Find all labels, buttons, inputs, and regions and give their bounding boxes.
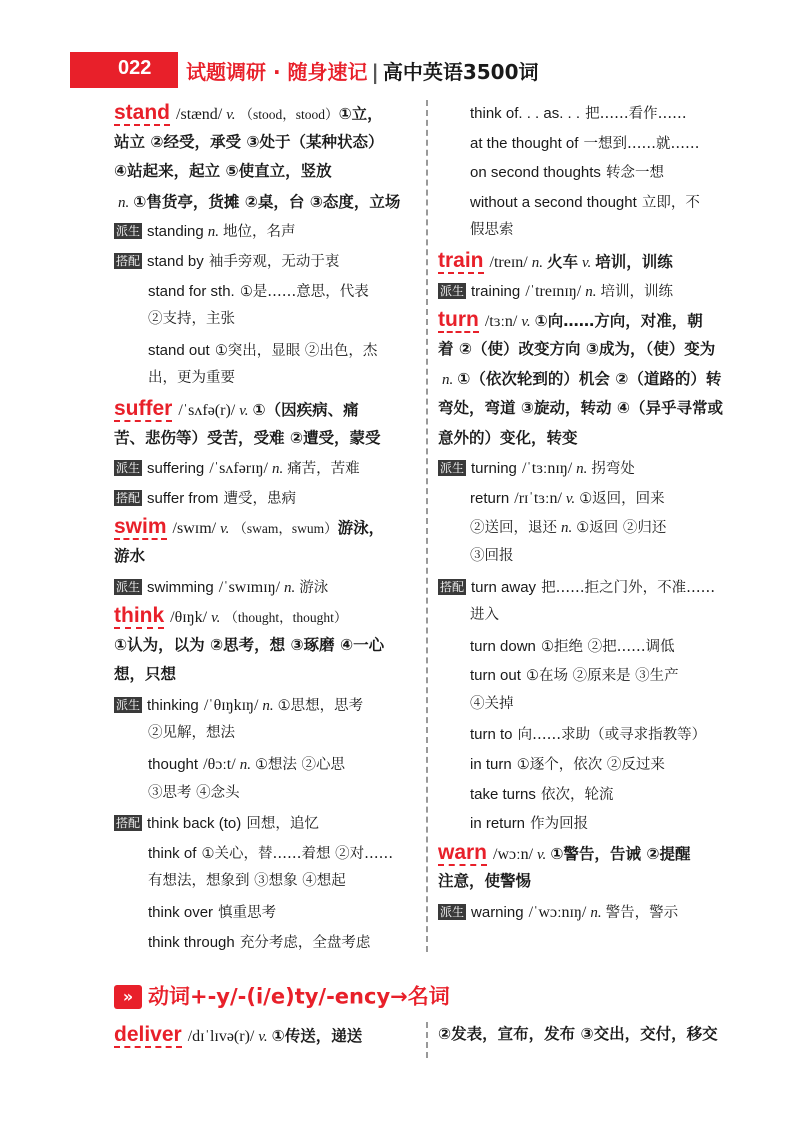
- definition-line: 想，只想: [114, 665, 177, 684]
- collocation-line: [114, 246, 416, 276]
- collocation-definition: ①拒绝 ②把……调低: [540, 638, 675, 655]
- definition: ①（因疾病、痛: [252, 400, 359, 419]
- derivative-definition: ①返回 ②归还: [576, 520, 667, 537]
- derivative-line: [114, 453, 416, 483]
- part-of-speech: n.: [531, 254, 543, 271]
- definition: ①向……方向，对准，朝: [534, 312, 703, 331]
- part-of-speech: n.: [585, 283, 597, 300]
- collocation-line: [438, 808, 738, 838]
- headword-train: train: [438, 248, 484, 272]
- phonetic: /θɪŋk/: [170, 609, 208, 627]
- verb-forms: （stood，stood）: [239, 107, 339, 122]
- collocation-phrase: on second thoughts: [470, 164, 601, 182]
- header-book-title: 高中英语3500词: [382, 60, 539, 84]
- derivative-word: thought: [148, 756, 199, 774]
- collocation-definition: 向……求助（或寻求指教等）: [517, 727, 707, 744]
- collocation-line: [114, 897, 416, 927]
- derivative-word: standing: [147, 223, 204, 241]
- part-of-speech: n.: [442, 372, 454, 389]
- entry-deliver-line1: [114, 1020, 424, 1050]
- collocation-definition: 慎重思考: [218, 905, 277, 922]
- derivative-word: swimming: [147, 578, 214, 596]
- definition-line: ④站起来，起立 ⑤使直立，竖放: [114, 162, 332, 181]
- right-column: [438, 98, 738, 927]
- derivative-word: turning: [471, 460, 517, 478]
- phonetic: /tɜːn/: [484, 313, 518, 331]
- definition-line: 弯处，弯道 ③旋动，转动 ④（异乎寻常或: [438, 398, 724, 417]
- collocation-definition: 进入: [470, 607, 499, 624]
- collocation-definition: 一想到……就……: [583, 135, 700, 152]
- collocation-line: [438, 631, 738, 661]
- header-series-title: 试题调研 · 随身速记: [186, 60, 368, 84]
- phonetic: /ˈsʌfə(r)/: [178, 401, 236, 419]
- definition-line: 苦、悲伤等）受苦，受难 ②遭受，蒙受: [114, 428, 381, 447]
- collocation-phrase: turn out: [470, 667, 521, 685]
- derivative-definition: ①思想，思考: [277, 697, 364, 714]
- collocation-definition: 依次，轮流: [540, 786, 614, 803]
- entry-think-line1: [114, 601, 416, 631]
- derivative-line: [114, 749, 416, 779]
- phonetic: /stænd/: [176, 106, 223, 123]
- derivative-definition: 痛苦，苦难: [287, 461, 360, 478]
- verb-forms: （swam，swum）: [233, 521, 338, 537]
- collocation-line: [438, 749, 738, 779]
- derivative-line: [438, 483, 738, 513]
- definition: ①（依次轮到的）机会 ②（道路的）转: [457, 370, 722, 389]
- definition-line: ②发表，宣布，发布 ③交出，交付，移交: [438, 1025, 718, 1043]
- collocation-definition: ①是……意思，代表: [239, 283, 369, 300]
- derivative-tag: 派生: [440, 461, 465, 476]
- derivative-line: [438, 453, 738, 483]
- entry-deliver-left: [114, 1020, 424, 1050]
- double-chevron-icon: »: [114, 985, 142, 1009]
- derivative-line: [114, 572, 416, 602]
- phonetic: /ˈtreɪnɪŋ/: [525, 282, 582, 300]
- collocation-line: [438, 98, 738, 128]
- part-of-speech: v.: [226, 107, 236, 123]
- derivative-line: [114, 216, 416, 246]
- part-of-speech: n.: [590, 905, 602, 922]
- derivative-tag: 派生: [440, 905, 465, 920]
- headword-think: think: [114, 604, 165, 628]
- derivative-tag: 派生: [116, 697, 141, 712]
- collocation-definition: ④关掉: [470, 695, 514, 712]
- part-of-speech: n.: [271, 461, 284, 478]
- collocation-tag: 搭配: [440, 579, 465, 594]
- phonetic: /θɔːt/: [203, 756, 236, 774]
- phonetic: /rɪˈtɜːn/: [514, 489, 562, 507]
- derivative-tag: 派生: [116, 224, 141, 239]
- derivative-tag: 派生: [440, 283, 465, 298]
- headword-turn: turn: [438, 308, 479, 332]
- collocation-definition: 作为回报: [530, 816, 589, 833]
- definition-line: 游水: [114, 546, 146, 565]
- collocation-line: [438, 187, 738, 217]
- definition: 游泳，: [337, 519, 385, 538]
- derivative-tag: 派生: [116, 461, 141, 476]
- definition-line: 意外的）变化，转变: [438, 428, 578, 447]
- collocation-line: [114, 838, 416, 868]
- collocation-definition: 把……看作……: [585, 106, 687, 122]
- phonetic: /ˈsʌfərɪŋ/: [209, 460, 268, 478]
- derivative-line: [114, 690, 416, 720]
- entry-swim-line1: [114, 512, 416, 542]
- collocation-line: [438, 660, 738, 690]
- derivative-word: thinking: [147, 696, 199, 714]
- header-separator: |: [371, 60, 379, 84]
- derivative-word: suffering: [147, 460, 205, 478]
- collocation-definition: 充分考虑，全盘考虑: [239, 934, 371, 951]
- collocation-phrase: in turn: [470, 756, 512, 774]
- phonetic: /ˈtɜːnɪŋ/: [521, 460, 573, 478]
- collocation-definition: 立即，不: [641, 194, 700, 211]
- collocation-phrase: suffer from: [147, 489, 219, 507]
- derivative-definition: ①想法 ②心思: [254, 757, 346, 774]
- derivative-definition: ①返回，回来: [579, 490, 665, 507]
- phonetic: /swɪm/: [172, 520, 217, 538]
- part-of-speech: v.: [565, 490, 576, 507]
- derivative-word: return: [470, 489, 510, 507]
- derivative-definition: ②见解，想法: [148, 725, 235, 742]
- definition: 培训，训练: [595, 252, 673, 271]
- collocation-line: [438, 719, 738, 749]
- collocation-phrase: in return: [470, 815, 526, 833]
- collocation-tag: 搭配: [116, 253, 141, 268]
- part-of-speech: v.: [239, 402, 249, 419]
- left-column: [114, 98, 416, 956]
- collocation-phrase: think back (to): [147, 815, 242, 833]
- collocation-phrase: without a second thought: [470, 193, 637, 211]
- derivative-definition: 地位，名声: [222, 224, 296, 241]
- collocation-phrase: think of: [148, 844, 197, 862]
- part-of-speech: v.: [220, 521, 230, 538]
- definition: ①售货亭，货摊 ②桌，台 ③态度，立场: [133, 192, 401, 211]
- derivative-definition: ②送回，退还: [470, 520, 557, 537]
- part-of-speech: v.: [537, 846, 547, 863]
- derivative-line: [438, 512, 738, 542]
- definition-line: ①认为，以为 ②思考，想 ③琢磨 ④一心: [114, 635, 385, 654]
- derivative-definition: 警告，警示: [605, 905, 679, 922]
- derivative-line: [438, 276, 738, 306]
- collocation-phrase: turn down: [470, 637, 536, 655]
- collocation-tag: 搭配: [116, 490, 141, 505]
- collocation-phrase: think of. . . as. . .: [470, 105, 581, 122]
- definition-line: 着 ②（使）改变方向 ③成为，（使）变为: [438, 339, 716, 358]
- headword-warn: warn: [438, 840, 488, 864]
- collocation-definition: 袖手旁观，无动于衷: [208, 253, 340, 270]
- entry-train-line1: [438, 246, 738, 276]
- collocation-phrase: at the thought of: [470, 134, 579, 152]
- entry-suffer-line1: [114, 394, 416, 424]
- definition: ①警告，告诫 ②提醒: [550, 844, 691, 863]
- collocation-line: [114, 276, 416, 306]
- collocation-phrase: turn to: [470, 726, 513, 744]
- collocation-phrase: stand by: [147, 252, 204, 270]
- part-of-speech: n.: [262, 697, 274, 714]
- derivative-line: [438, 897, 738, 927]
- collocation-definition: 有想法，想象到 ③想象 ④想起: [148, 873, 346, 890]
- phonetic: /treɪn/: [489, 253, 528, 271]
- part-of-speech: n.: [284, 579, 296, 596]
- derivative-definition: ③回报: [470, 547, 514, 564]
- definition-line: [438, 364, 738, 394]
- collocation-definition: 遭受，患病: [223, 490, 297, 507]
- collocation-phrase: think over: [148, 904, 214, 922]
- section-heading: [114, 980, 450, 1012]
- collocation-phrase: stand out: [148, 341, 210, 359]
- collocation-definition: 出，更为重要: [148, 370, 235, 387]
- collocation-tag: 搭配: [116, 816, 141, 831]
- collocation-phrase: think through: [148, 933, 235, 951]
- page-header-title: [186, 56, 539, 85]
- headword-suffer: suffer: [114, 396, 173, 420]
- derivative-definition: ③思考 ④念头: [148, 784, 240, 801]
- headword-stand: stand: [114, 101, 171, 124]
- collocation-definition: 转念一想: [606, 165, 665, 182]
- column-divider: [426, 100, 428, 952]
- definition: ①传送，递送: [271, 1027, 363, 1045]
- derivative-definition: 游泳: [299, 579, 329, 596]
- definition: 火车: [546, 252, 578, 271]
- definition-line: [114, 187, 416, 217]
- column-divider-bottom: [426, 1022, 428, 1058]
- headword-deliver: deliver: [114, 1023, 182, 1046]
- collocation-line: [438, 572, 738, 602]
- collocation-definition: 假思索: [470, 222, 514, 239]
- part-of-speech: v.: [582, 254, 592, 271]
- phonetic: /ˈθɪŋkɪŋ/: [203, 696, 259, 714]
- derivative-tag: 派生: [116, 579, 141, 594]
- part-of-speech: n.: [118, 194, 130, 211]
- phonetic: /ˈwɔːnɪŋ/: [528, 904, 587, 922]
- entry-deliver-right: [438, 1020, 738, 1050]
- derivative-definition: 培训，训练: [600, 283, 673, 300]
- collocation-line: [438, 157, 738, 187]
- derivative-word: warning: [471, 904, 524, 922]
- verb-forms: （thought，thought）: [224, 610, 348, 626]
- collocation-definition: ①逐个，依次 ②反过来: [516, 757, 665, 774]
- definition-line: 站立 ②经受，承受 ③处于（某种状态）: [114, 132, 384, 151]
- part-of-speech: v.: [211, 610, 221, 627]
- collocation-phrase: turn away: [471, 578, 537, 596]
- part-of-speech: v.: [521, 314, 531, 331]
- definition: ①立，: [338, 105, 383, 123]
- collocation-line: [114, 927, 416, 957]
- headword-swim: swim: [114, 515, 167, 539]
- collocation-definition: ①在场 ②原来是 ③生产: [525, 668, 679, 685]
- collocation-definition: 把……拒之门外，不准……: [541, 579, 716, 596]
- page-number: 022: [118, 57, 152, 79]
- part-of-speech: n.: [561, 520, 573, 537]
- collocation-definition: 回想，追忆: [246, 816, 319, 833]
- collocation-phrase: take turns: [470, 785, 536, 803]
- phonetic: /ˈswɪmɪŋ/: [218, 578, 281, 596]
- collocation-line: [438, 128, 738, 158]
- collocation-line: [438, 779, 738, 809]
- derivative-word: training: [471, 282, 521, 300]
- phonetic: /wɔːn/: [493, 845, 534, 863]
- phonetic: /dɪˈlɪvə(r)/: [187, 1028, 255, 1045]
- collocation-definition: ①突出，显眼 ②出色，杰: [214, 342, 378, 359]
- entry-warn-line1: [438, 838, 738, 868]
- collocation-line: [114, 808, 416, 838]
- part-of-speech: n.: [207, 224, 219, 241]
- part-of-speech: n.: [576, 461, 588, 478]
- collocation-line: [114, 483, 416, 513]
- collocation-definition: ②支持，主张: [148, 311, 235, 328]
- collocation-phrase: stand for sth.: [148, 282, 235, 300]
- derivative-definition: 拐弯处: [591, 461, 635, 478]
- part-of-speech: v.: [258, 1029, 268, 1045]
- part-of-speech: n.: [239, 757, 251, 774]
- collocation-line: [114, 335, 416, 365]
- entry-stand-line1: [114, 98, 416, 128]
- section-title: 动词+-y/-(i/e)ty/-ency→名词: [148, 984, 450, 1009]
- definition-line: 注意，使警惕: [438, 872, 532, 891]
- entry-turn-line1: [438, 305, 738, 335]
- collocation-definition: ①关心，替……着想 ②对……: [201, 845, 394, 862]
